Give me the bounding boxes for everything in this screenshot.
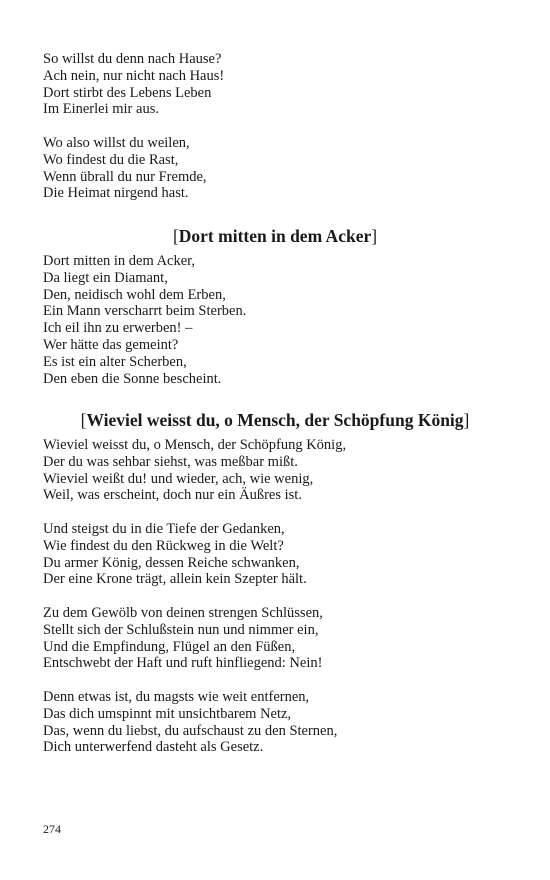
- verse-line: Dort stirbt des Lebens Leben: [43, 84, 212, 101]
- poem-3-stanza-3: [43, 605, 323, 672]
- verse-line: Das dich umspinnt mit unsichtbarem Netz,: [43, 705, 292, 722]
- verse-line: Ich eil ihn zu erwerben! –: [43, 320, 193, 337]
- verse-line: Und die Empfindung, Flügel an den Füßen,: [43, 638, 296, 655]
- poem-2-stanza-1: [43, 253, 246, 387]
- poem-3-stanza-4: [43, 689, 337, 756]
- bracket-close: ]: [463, 410, 470, 430]
- poem-3-stanza-1: [43, 437, 346, 504]
- poem-3-stanza-2: [43, 521, 307, 588]
- verse-line: Die Heimat nirgend hast.: [43, 185, 189, 202]
- verse-line: Ein Mann verscharrt beim Sterben.: [43, 303, 247, 320]
- verse-line: Stellt sich der Schlußstein nun und nimmer ein,: [43, 621, 319, 638]
- poem-1-stanza-1: [43, 51, 224, 118]
- verse-line: Wieviel weisst du, o Mensch, der Schöpfung König,: [43, 437, 347, 453]
- verse-line: Wo also willst du weilen,: [43, 135, 190, 151]
- verse-line: Wie findest du den Rückweg in die Welt?: [43, 537, 284, 554]
- verse-line: Wo findest du die Rast,: [43, 151, 179, 168]
- verse-line: Wieviel weißt du! und wieder, ach, wie wenig,: [43, 470, 314, 487]
- poem-2-title-text: Dort mitten in dem Acker: [178, 226, 372, 246]
- bracket-open: [: [80, 410, 87, 430]
- verse-line: Der eine Krone trägt, allein kein Szepter hält.: [43, 571, 307, 588]
- bracket-open: [: [172, 226, 179, 246]
- page-number: 274: [43, 822, 61, 836]
- verse-line: Zu dem Gewölb von deinen strengen Schlüssen,: [43, 605, 323, 621]
- verse-line: Entschwebt der Haft und ruft hinfliegend: Nein!: [43, 655, 323, 672]
- verse-line: Denn etwas ist, du magsts wie weit entfernen,: [43, 689, 310, 705]
- verse-line: Und steigst du in die Tiefe der Gedanken,: [43, 521, 285, 537]
- verse-line: Den eben die Sonne bescheint.: [43, 370, 222, 387]
- verse-line: So willst du denn nach Hause?: [43, 51, 222, 67]
- verse-line: Den, neidisch wohl dem Erben,: [43, 286, 226, 303]
- verse-line: Das, wenn du liebst, du aufschaust zu den Sternen,: [43, 722, 338, 739]
- poem-1-stanza-2: [43, 135, 207, 202]
- verse-line: Im Einerlei mir aus.: [43, 101, 159, 118]
- verse-line: Wer hätte das gemeint?: [43, 336, 179, 353]
- verse-line: Weil, was erscheint, doch nur ein Äußres ist.: [43, 487, 302, 504]
- verse-line: Es ist ein alter Scherben,: [43, 353, 187, 370]
- verse-line: Da liegt ein Diamant,: [43, 269, 168, 286]
- bracket-close: ]: [371, 226, 378, 246]
- verse-line: Dort mitten in dem Acker,: [43, 253, 196, 269]
- poem-3-title-text: Wieviel weisst du, o Mensch, der Schöpfung König: [86, 410, 464, 430]
- verse-line: Du armer König, dessen Reiche schwanken,: [43, 554, 300, 571]
- poem-3-title: [0, 410, 550, 430]
- poem-2-title: [0, 226, 550, 246]
- verse-line: Wenn übrall du nur Fremde,: [43, 168, 207, 185]
- verse-line: Dich unterwerfend dasteht als Gesetz.: [43, 739, 264, 756]
- verse-line: Der du was sehbar siehst, was meßbar mißt.: [43, 453, 298, 470]
- verse-line: Ach nein, nur nicht nach Haus!: [43, 67, 225, 84]
